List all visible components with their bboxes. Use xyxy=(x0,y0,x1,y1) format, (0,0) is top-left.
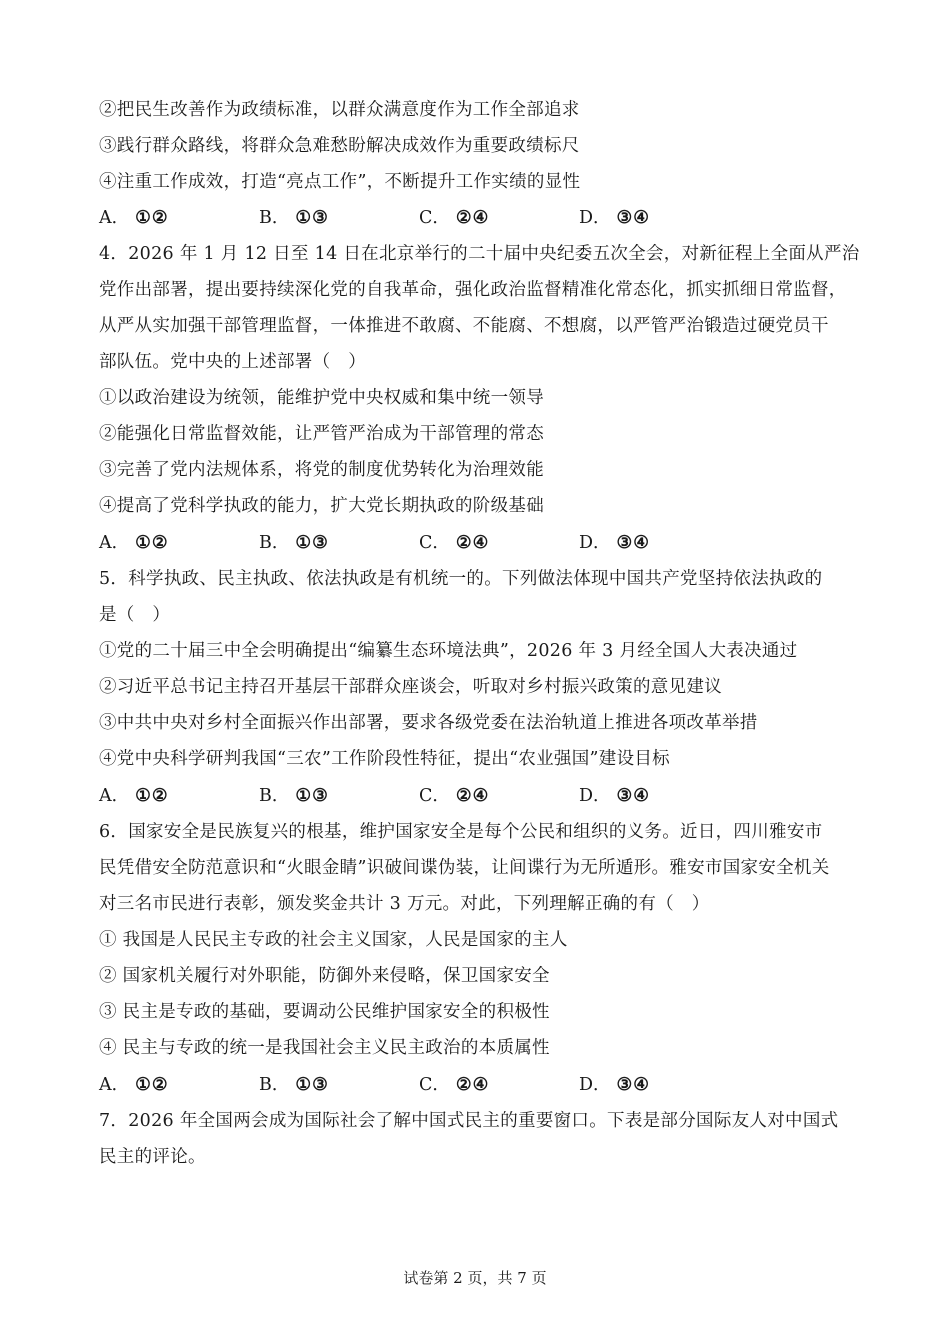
option-line: ②能强化日常监督效能，让严管严治成为干部管理的常态 xyxy=(99,424,544,444)
choice-b: B． ①③ xyxy=(259,786,329,806)
choice-d: D． ③④ xyxy=(579,208,650,228)
choice-b: B． ①③ xyxy=(259,1075,329,1095)
option-line: ② 国家机关履行对外职能，防御外来侵略，保卫国家安全 xyxy=(99,966,550,986)
choice-c: C． ②④ xyxy=(419,786,490,806)
choice-c: C． ②④ xyxy=(419,533,490,553)
option-line: ③ 民主是专政的基础，要调动公民维护国家安全的积极性 xyxy=(99,1002,550,1022)
choice-d: D． ③④ xyxy=(579,786,650,806)
option-line: ① 我国是人民民主专政的社会主义国家，人民是国家的主人 xyxy=(99,930,568,950)
question-7-text: 民主的评论。 xyxy=(99,1147,206,1167)
choice-c: C． ②④ xyxy=(419,208,490,228)
choice-b: B． ①③ xyxy=(259,208,329,228)
question-4-text: 从严从实加强干部管理监督，一体推进不敢腐、不能腐、不想腐，以严管严治锻造过硬党员干 xyxy=(99,316,829,336)
choice-b: B． ①③ xyxy=(259,533,329,553)
option-line: ③践行群众路线，将群众急难愁盼解决成效作为重要政绩标尺 xyxy=(99,136,580,156)
option-line: ④ 民主与专政的统一是我国社会主义民主政治的本质属性 xyxy=(99,1038,550,1058)
choice-a: A． ①② xyxy=(99,208,169,228)
option-line: ②把民生改善作为政绩标准，以群众满意度作为工作全部追求 xyxy=(99,100,580,120)
question-6-text: 6．国家安全是民族复兴的根基，维护国家安全是每个公民和组织的义务。近日，四川雅安市 xyxy=(99,822,823,842)
option-line: ①党的二十届三中全会明确提出“编纂生态环境法典”，2026 年 3 月经全国人大表决通过 xyxy=(99,641,798,661)
option-line: ④注重工作成效，打造“亮点工作”，不断提升工作实绩的显性 xyxy=(99,172,581,192)
answer-choices-q4 xyxy=(99,531,859,555)
choice-a: A． ①② xyxy=(99,1075,169,1095)
option-line: ①以政治建设为统领，能维护党中央权威和集中统一领导 xyxy=(99,388,544,408)
question-7-text: 7．2026 年全国两会成为国际社会了解中国式民主的重要窗口。下表是部分国际友人对中国式 xyxy=(99,1111,839,1131)
choice-a: A． ①② xyxy=(99,533,169,553)
choice-d: D． ③④ xyxy=(579,1075,650,1095)
choice-a: A． ①② xyxy=(99,786,169,806)
option-line: ③完善了党内法规体系，将党的制度优势转化为治理效能 xyxy=(99,460,544,480)
page-footer: 试卷第 2 页，共 7 页 xyxy=(403,1269,547,1287)
answer-choices-q6 xyxy=(99,1073,859,1097)
question-5-text: 是（ ） xyxy=(99,605,171,625)
question-6-text: 对三名市民进行表彰，颁发奖金共计 3 万元。对此，下列理解正确的有（ ） xyxy=(99,894,710,914)
option-line: ④党中央科学研判我国“三农”工作阶段性特征，提出“农业强国”建设目标 xyxy=(99,749,670,769)
answer-choices-q3 xyxy=(99,206,859,230)
option-line: ③中共中央对乡村全面振兴作出部署，要求各级党委在法治轨道上推进各项改革举措 xyxy=(99,713,758,733)
question-4-text: 部队伍。党中央的上述部署（ ） xyxy=(99,352,366,372)
option-line: ②习近平总书记主持召开基层干部群众座谈会，听取对乡村振兴政策的意见建议 xyxy=(99,677,722,697)
choice-c: C． ②④ xyxy=(419,1075,490,1095)
question-6-text: 民凭借安全防范意识和“火眼金睛”识破间谍伪装，让间谍行为无所遁形。雅安市国家安全机关 xyxy=(99,858,830,878)
option-line: ④提高了党科学执政的能力，扩大党长期执政的阶级基础 xyxy=(99,496,544,516)
question-4-text: 4．2026 年 1 月 12 日至 14 日在北京举行的二十届中央纪委五次全会，对新征程上全面从严治 xyxy=(99,244,860,264)
question-4-text: 党作出部署，提出要持续深化党的自我革命，强化政治监督精准化常态化，抓实抓细日常监督， xyxy=(99,280,847,300)
answer-choices-q5 xyxy=(99,784,859,808)
choice-d: D． ③④ xyxy=(579,533,650,553)
question-5-text: 5．科学执政、民主执政、依法执政是有机统一的。下列做法体现中国共产党坚持依法执政的 xyxy=(99,569,823,589)
